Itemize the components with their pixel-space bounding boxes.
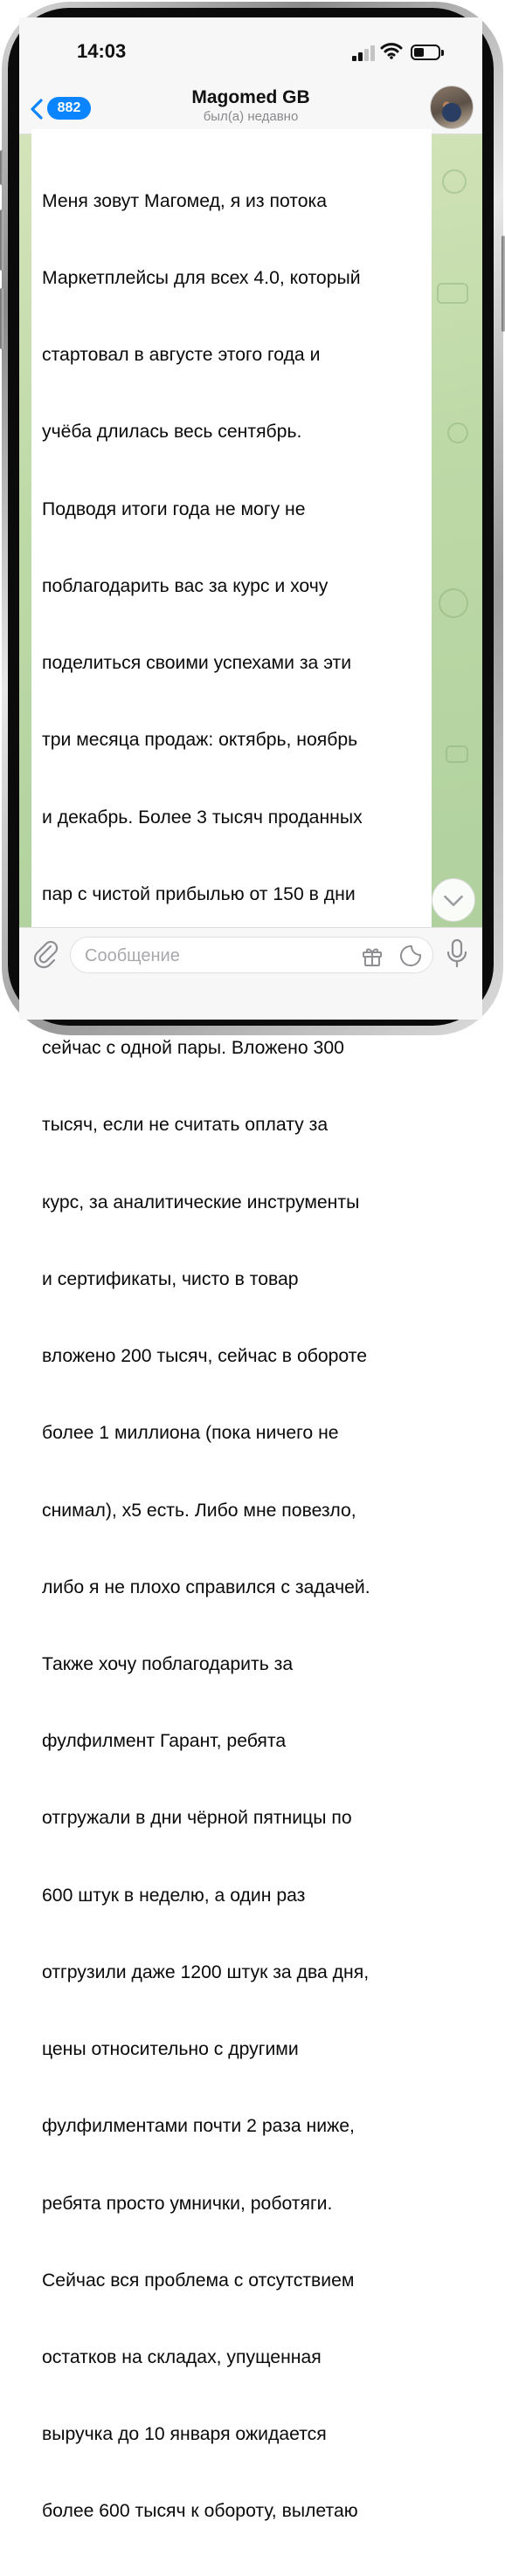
status-bar [19,17,482,86]
message-line: стартовал в августе этого года и [42,345,321,366]
gift-icon[interactable] [361,945,384,967]
message-line: выручка до 10 января ожидается [42,2424,327,2445]
message-line: пар с чистой прибылью от 150 в дни [42,883,356,904]
wallpaper-doodle [439,588,468,618]
message-input[interactable] [70,937,433,973]
message-line: более 1 миллиона (пока ничего не [42,1423,339,1444]
message-line: Маркетплейсы для всех 4.0, который [42,268,361,289]
message-line: ребята просто умнички, роботяги. [42,2193,333,2214]
message-line: и декабрь. Более 3 тысяч проданных [42,807,363,828]
sticker-icon[interactable] [399,945,422,967]
wallpaper-doodle [447,422,468,443]
message-line: три месяца продаж: октябрь, ноябрь [42,730,358,751]
message-line: поблагодарить вас за курс и хочу [42,575,329,596]
message-line: поделиться своими успехами за эти [42,653,352,674]
message-line: либо я не плохо справился с задачей. [42,1577,370,1597]
message-line: фулфилмент Гарант, ребята [42,1731,287,1752]
chevron-down-icon [432,879,474,921]
wallpaper-doodle [437,283,468,304]
volume-up-button [0,210,3,271]
message-line: Также хочу поблагодарить за [42,1653,294,1674]
phone-screen [19,17,482,2522]
wallpaper-doodle [442,169,467,194]
message-text [42,137,430,2576]
message-line: фулфилментами почти 2 раза ниже, [42,2116,355,2137]
back-unread-badge[interactable]: 882 [47,97,91,120]
battery-icon [411,45,440,60]
message-line: остатков на складах, упущенная [42,2346,322,2367]
message-line: цены относительно с другими [42,2039,299,2060]
volume-down-button [0,288,3,349]
wifi-icon [381,42,402,59]
message-line: и сертификаты, чисто в товар [42,1268,299,1289]
input-bar [19,927,482,1020]
message-line: снимал), х5 есть. Либо мне повезло, [42,1500,356,1521]
scroll-down-button[interactable] [432,878,475,922]
microphone-icon[interactable] [446,938,468,970]
contact-name[interactable]: Magomed GB [191,87,310,107]
message-line: Меня зовут Магомед, я из потока [42,190,328,211]
signal-icon [352,45,375,61]
message-line: Подводя итоги года не могу не [42,498,306,519]
message-line: сейчас с одной пары. Вложено 300 [42,1038,344,1059]
chat-header [19,86,482,134]
message-line: 600 штук в неделю, а один раз [42,1885,306,1906]
wallpaper-doodle [446,745,468,763]
message-line: тысяч, если не считать оплату за [42,1115,329,1136]
contact-status: был(а) недавно [203,109,299,124]
message-placeholder: Сообщение [85,946,180,965]
message-line: отгрузили даже 1200 штук за два дня, [42,1961,370,1982]
status-time: 14:03 [77,40,127,62]
message-line: более 600 тысяч к обороту, вылетаю [42,2501,358,2522]
mute-switch [0,150,3,185]
message-line: учёба длилась весь сентябрь. [42,422,302,443]
battery-tip [441,50,444,56]
message-line: Сейчас вся проблема с отсутствием [42,2270,355,2291]
message-line: курс, за аналитические инструменты [42,1192,360,1212]
power-button [502,236,505,332]
paperclip-icon[interactable] [31,938,59,968]
message-line: вложено 200 тысяч, сейчас в обороте [42,1346,368,1367]
message-line: отгружали в дни чёрной пятницы по [42,1808,352,1829]
avatar[interactable] [430,86,474,129]
